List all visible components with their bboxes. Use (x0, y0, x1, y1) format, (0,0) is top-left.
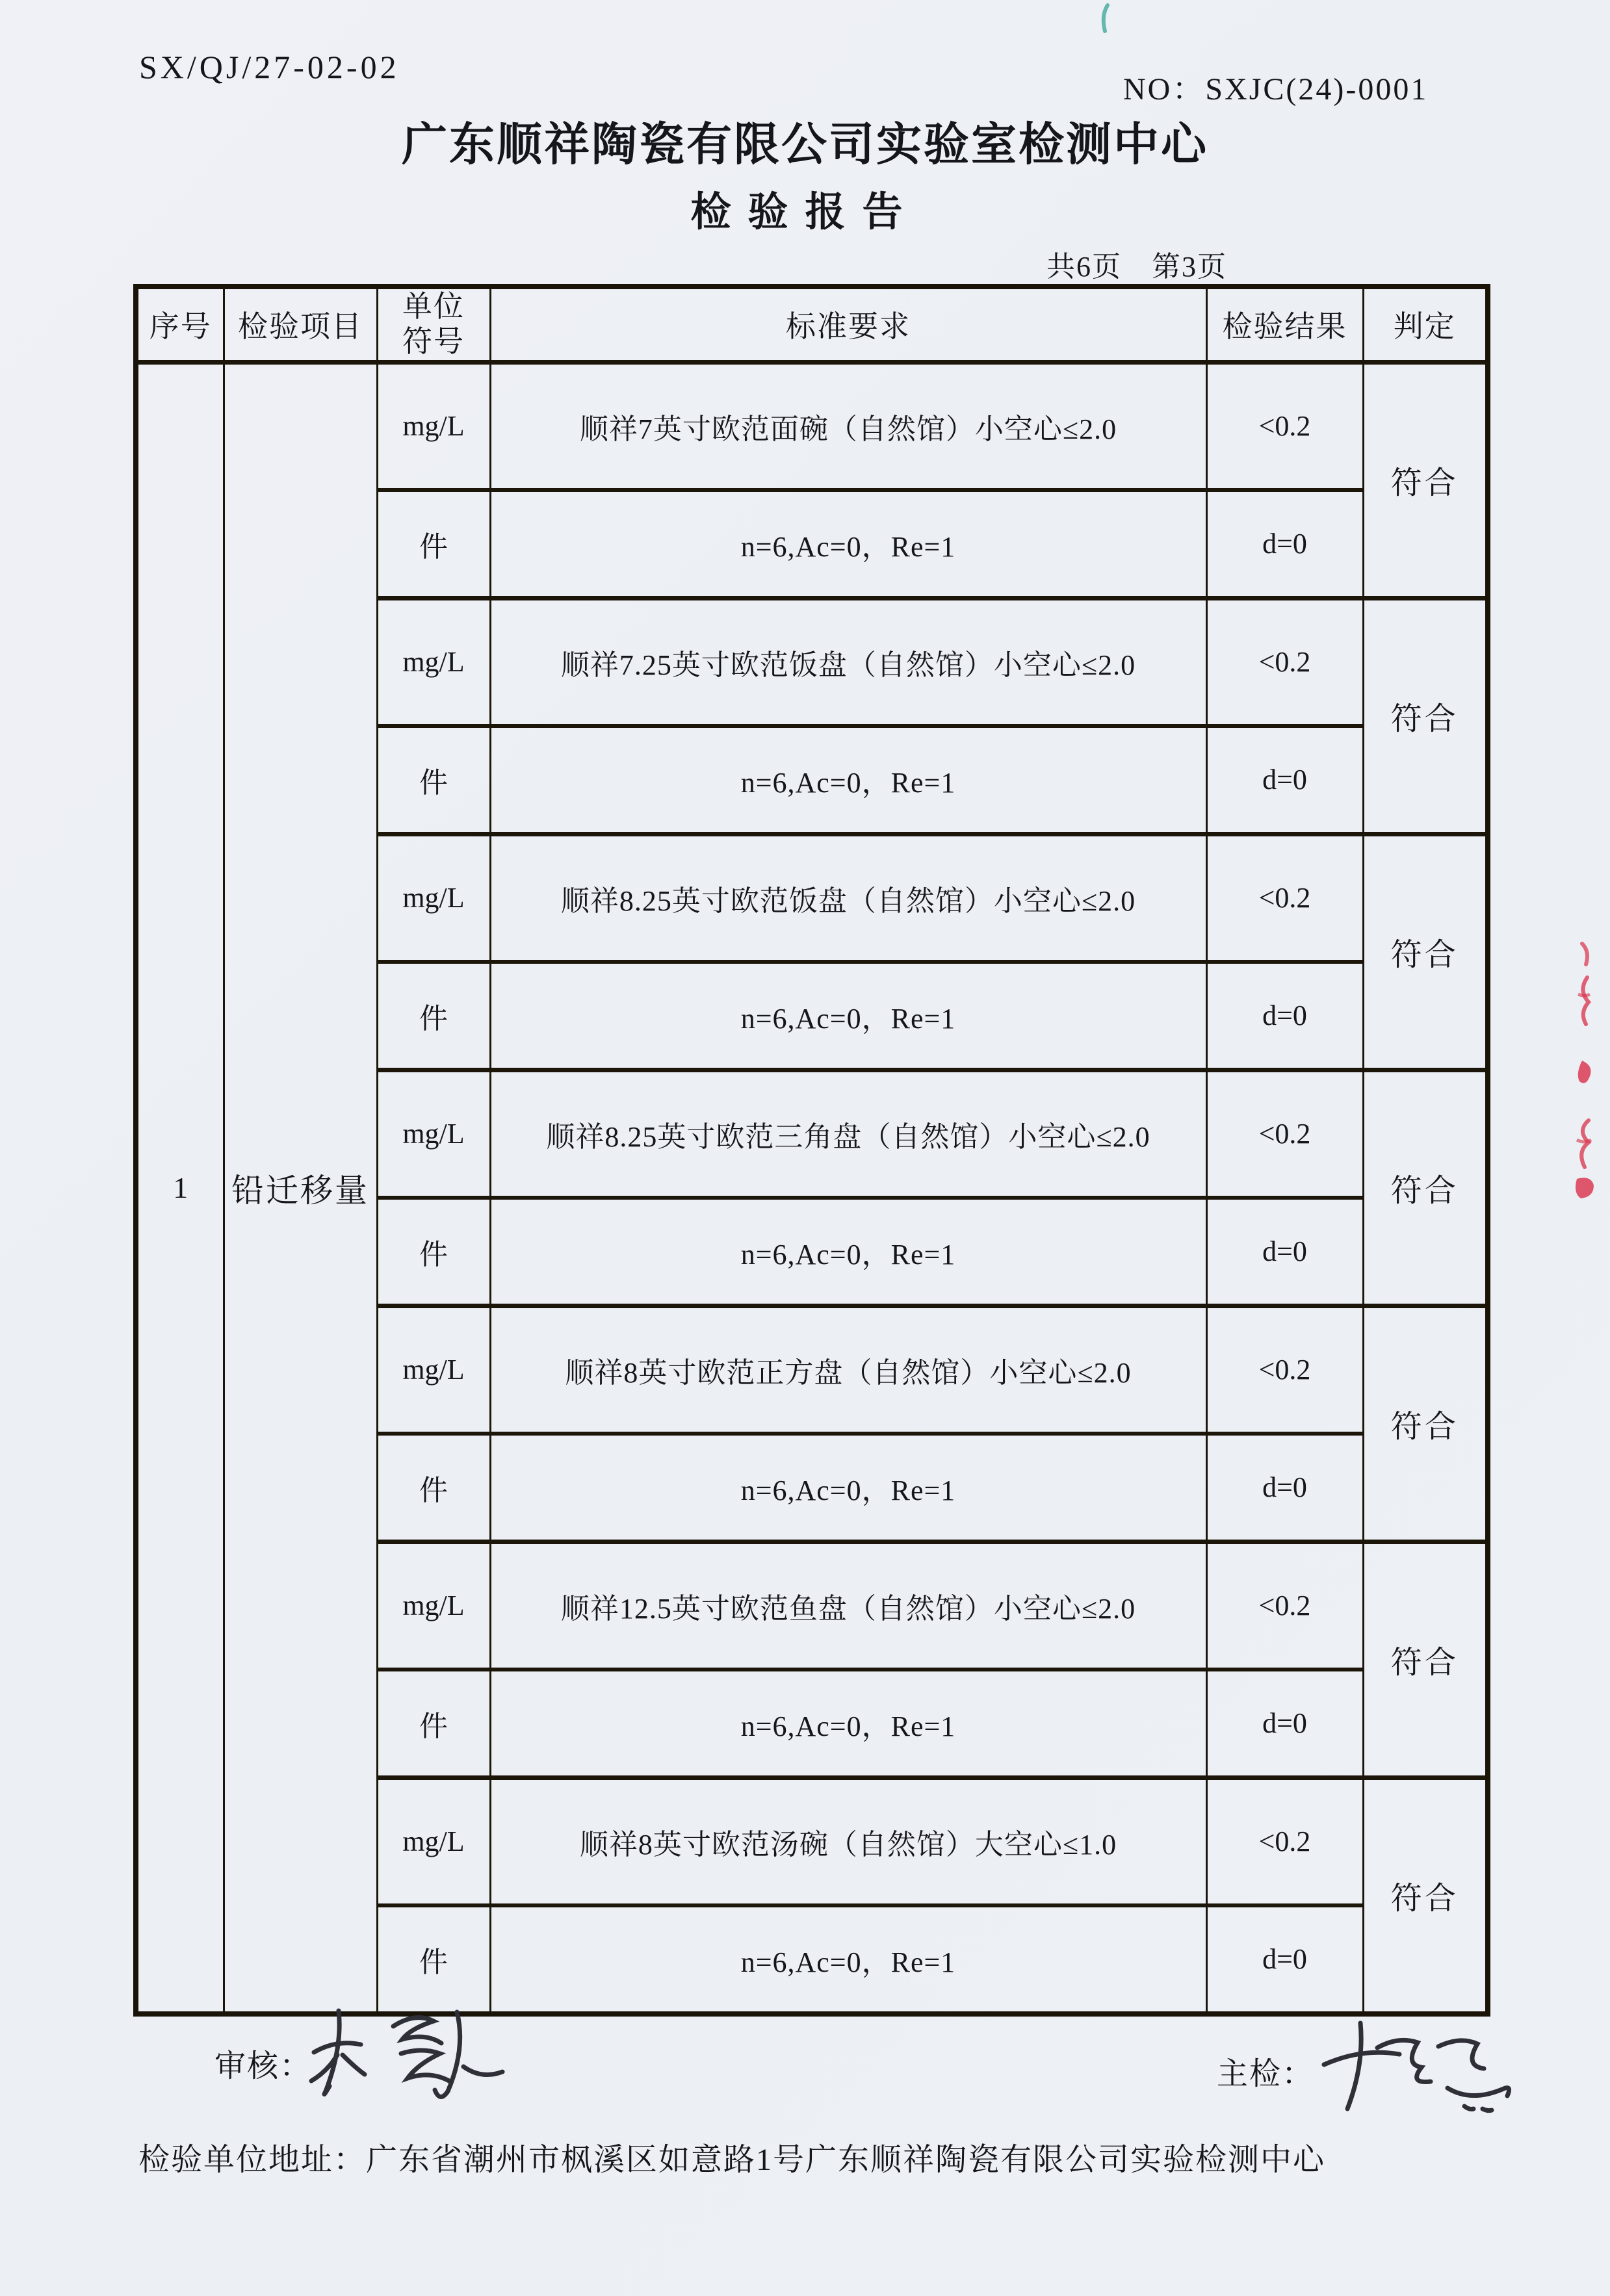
unit-cell: 件 (377, 1434, 490, 1542)
sampling-rule-cell: n=6,Ac=0，Re=1 (490, 1670, 1206, 1778)
requirement-cell: 顺祥8.25英寸欧范三角盘（自然馆）小空心≤2.0 (490, 1070, 1206, 1198)
unit-cell: 件 (377, 490, 490, 599)
judgment-cell: 符合 (1363, 1306, 1488, 1541)
requirement-cell: 顺祥7.25英寸欧范饭盘（自然馆）小空心≤2.0 (490, 598, 1206, 726)
report-number: NO：SXJC(24)-0001 (1123, 72, 1429, 107)
result-cell: <0.2 (1206, 1541, 1363, 1670)
unit-cell: 件 (377, 1905, 490, 2014)
col-header-unit (377, 287, 490, 362)
unit-cell: 件 (377, 726, 490, 834)
reviewer-signature (296, 1989, 530, 2122)
stamp-fragment (1572, 1174, 1596, 1201)
result-cell: <0.2 (1206, 1070, 1363, 1198)
col-header-seq: 序号 (136, 287, 224, 362)
judgment-cell: 符合 (1363, 598, 1488, 834)
judgment-cell: 符合 (1363, 1541, 1488, 1777)
sampling-rule-cell: n=6,Ac=0，Re=1 (490, 490, 1206, 599)
inspection-table (133, 284, 1490, 2017)
unit-cell: mg/L (377, 362, 490, 490)
sampling-rule-cell: n=6,Ac=0，Re=1 (490, 1198, 1206, 1306)
result-cell: d=0 (1206, 490, 1363, 599)
unit-cell: mg/L (377, 1541, 490, 1670)
col-header-result: 检验结果 (1206, 287, 1363, 362)
item-cell: 铅迁移量 (224, 362, 377, 2014)
col-header-requirement: 标准要求 (490, 287, 1206, 362)
unit-cell: 件 (377, 962, 490, 1070)
requirement-cell: 顺祥8英寸欧范汤碗（自然馆）大空心≤1.0 (490, 1777, 1206, 1905)
page-title: 广东顺祥陶瓷有限公司实验室检测中心 (402, 120, 1208, 170)
result-cell: <0.2 (1206, 1306, 1363, 1434)
result-cell: d=0 (1206, 1670, 1363, 1778)
judgment-cell: 符合 (1363, 1070, 1488, 1306)
document-code: SX/QJ/27-02-02 (139, 49, 400, 85)
sampling-rule-cell: n=6,Ac=0，Re=1 (490, 962, 1206, 1070)
unit-cell: mg/L (377, 1070, 490, 1198)
unit-cell: mg/L (377, 834, 490, 962)
unit-cell: mg/L (377, 1777, 490, 1905)
requirement-cell: 顺祥8.25英寸欧范饭盘（自然馆）小空心≤2.0 (490, 834, 1206, 962)
scan-mark (1095, 3, 1114, 37)
inspection-unit-address: 检验单位地址：广东省潮州市枫溪区如意路1号广东顺祥陶瓷有限公司实验检测中心 (138, 2143, 1326, 2177)
report-subtitle: 检验报告 (690, 190, 920, 235)
table-row (136, 362, 1488, 490)
col-header-unit-line1: 单位 (402, 290, 465, 323)
page-counter: 共6页 第3页 (1046, 251, 1227, 283)
table-header-row (136, 287, 1488, 362)
judgment-cell: 符合 (1363, 362, 1488, 598)
sampling-rule-cell: n=6,Ac=0，Re=1 (490, 1434, 1206, 1542)
unit-cell: 件 (377, 1198, 490, 1306)
sampling-rule-cell: n=6,Ac=0，Re=1 (490, 726, 1206, 834)
judgment-cell: 符合 (1363, 834, 1488, 1070)
unit-cell: mg/L (377, 1306, 490, 1434)
result-cell: d=0 (1206, 1434, 1363, 1542)
stamp-fragment (1574, 975, 1595, 1027)
seq-cell: 1 (136, 362, 224, 2014)
result-cell: <0.2 (1206, 362, 1363, 490)
sampling-rule-cell: n=6,Ac=0，Re=1 (490, 1905, 1206, 2014)
stamp-fragments (1566, 936, 1605, 1209)
result-cell: <0.2 (1206, 598, 1363, 726)
unit-cell: 件 (377, 1670, 490, 1778)
col-header-judgment: 判定 (1363, 287, 1488, 362)
requirement-cell: 顺祥8英寸欧范正方盘（自然馆）小空心≤2.0 (490, 1306, 1206, 1434)
chief-inspector-label: 主检： (1217, 2057, 1315, 2091)
result-cell: d=0 (1206, 1905, 1363, 2014)
col-header-item: 检验项目 (224, 287, 377, 362)
requirement-cell: 顺祥12.5英寸欧范鱼盘（自然馆）小空心≤2.0 (490, 1541, 1206, 1670)
result-cell: d=0 (1206, 962, 1363, 1070)
result-cell: d=0 (1206, 1198, 1363, 1306)
result-cell: d=0 (1206, 726, 1363, 834)
reviewer-label: 审核： (214, 2049, 313, 2083)
stamp-fragment (1576, 1058, 1595, 1088)
result-cell: <0.2 (1206, 1777, 1363, 1905)
stamp-fragment (1577, 941, 1594, 967)
result-cell: <0.2 (1206, 834, 1363, 962)
requirement-cell: 顺祥7英寸欧范面碗（自然馆）小空心≤2.0 (490, 362, 1206, 490)
unit-cell: mg/L (377, 598, 490, 726)
judgment-cell: 符合 (1363, 1777, 1488, 2014)
col-header-unit-line2: 符号 (402, 325, 465, 359)
stamp-fragment (1573, 1118, 1595, 1170)
chief-inspector-signature (1310, 2005, 1544, 2132)
